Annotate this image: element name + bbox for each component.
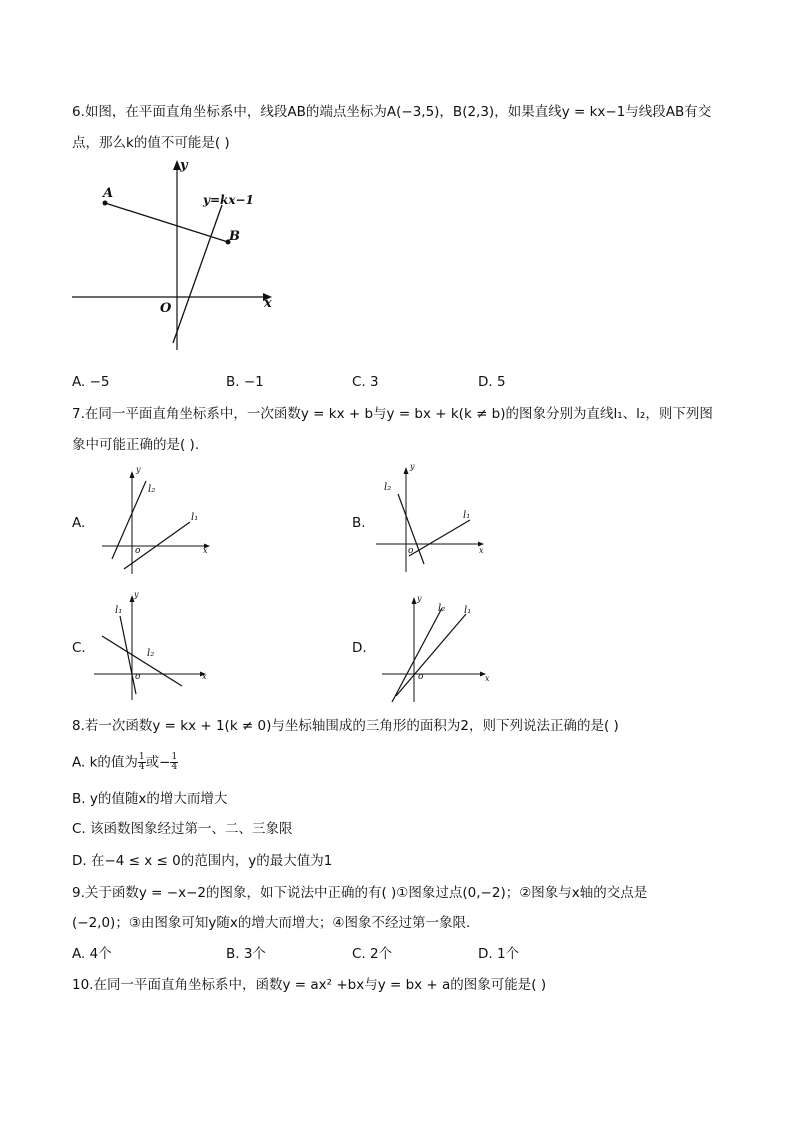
q6-text-line1: 6.如图，在平面直角坐标系中，线段AB的端点坐标为A(−3,5)，B(2,3)，如果直线y = kx−1与线段AB有交 — [72, 104, 712, 120]
q8-text-line1: 8.若一次函数y = kx + 1(k ≠ 0)与坐标轴围成的三角形的面积为2，则下列说法正确的是( ) — [72, 718, 619, 734]
q7b-x-label: x — [479, 546, 484, 555]
q7d-l1-label: l₁ — [464, 605, 472, 616]
q9-text-line1: 9.关于函数y = −x−2的图象，如下说法中正确的有( )①图象过点(0,−2)；②图象与x轴的交点是 — [72, 885, 648, 901]
q8-option-a — [72, 753, 178, 772]
q6-line-label: y=kx−1 — [203, 193, 254, 207]
q6-option-a: A. −5 — [72, 374, 110, 390]
q9-text-line2: (−2,0)；③由图象可知y随x的增大而增大；④图象不经过第一象限． — [72, 915, 480, 931]
q7-text-line1: 7.在同一平面直角坐标系中，一次函数y = kx + b与y = bx + k(k ≠ b)的图象分别为直线l₁、l₂，则下列图 — [72, 406, 713, 422]
q7d-line-l1 — [396, 614, 466, 696]
q8-fraction-1-num: 1 — [138, 752, 145, 762]
q7-text-line2: 象中可能正确的是( ). — [72, 437, 200, 453]
q8-fraction-2 — [170, 753, 178, 772]
q7-graph-a — [100, 466, 220, 576]
q7a-o-label: o — [135, 546, 141, 556]
q7d-x-label: x — [485, 674, 490, 683]
q7d-y-label: y — [417, 594, 422, 603]
q6-line-kx — [173, 205, 222, 343]
q7c-y-label: y — [134, 590, 139, 599]
q6-text-line2: 点，那么k的值不可能是( ) — [72, 135, 230, 151]
q7c-l1-label: l₁ — [115, 605, 123, 616]
q7a-x-label: x — [203, 546, 208, 555]
q8-fraction-1-den: 4 — [138, 762, 145, 772]
q8-option-b: B. y的值随x的增大而增大 — [72, 791, 228, 807]
q7d-l2-label: l₂ — [438, 603, 446, 614]
q7a-l1-label: l₁ — [191, 512, 199, 523]
q7b-o-label: o — [408, 546, 414, 556]
q7-option-d-letter: D. — [352, 640, 367, 656]
q6-segment-ab — [105, 203, 228, 242]
q9-option-c: C. 2个 — [352, 946, 393, 962]
q7c-l2-label: l₂ — [147, 648, 155, 659]
q7a-l2-label: l₂ — [148, 484, 156, 495]
q6-label-y: y — [180, 158, 188, 173]
q6-figure — [60, 150, 290, 365]
q7c-line-l1 — [120, 616, 136, 694]
q6-label-b: B — [229, 229, 240, 244]
q8-option-c: C. 该函数图象经过第一、二、三象限 — [72, 821, 293, 837]
q7-option-a-letter: A. — [72, 515, 86, 531]
q7-graph-b — [374, 462, 494, 574]
q7b-l1-label: l₁ — [463, 510, 471, 521]
q6-option-c: C. 3 — [352, 374, 379, 390]
q7d-line-l2 — [392, 608, 442, 702]
q7b-y-label: y — [410, 462, 415, 471]
q8-option-a-prefix: A. k的值为 — [72, 754, 138, 771]
q7b-l2-label: l₂ — [384, 482, 392, 493]
q6-label-x: x — [264, 296, 272, 311]
q6-label-a: A — [103, 186, 114, 201]
q8-fraction-2-num: 1 — [171, 752, 178, 762]
q6-label-o: O — [160, 301, 172, 316]
q7c-o-label: o — [135, 672, 141, 682]
q6-option-d: D. 5 — [478, 374, 506, 390]
q10-text-line1: 10.在同一平面直角坐标系中，函数y = ax² +bx与y = bx + a的图象可能是( ) — [72, 977, 547, 993]
q7d-o-label: o — [418, 672, 424, 682]
q7b-line-l1 — [409, 520, 470, 556]
q6-point-a — [103, 201, 108, 206]
q8-fraction-2-den: 4 — [171, 762, 178, 772]
q9-option-b: B. 3个 — [226, 946, 266, 962]
q9-option-d: D. 1个 — [478, 946, 520, 962]
q7c-x-label: x — [202, 672, 207, 681]
q7-option-c-letter: C. — [72, 640, 86, 656]
q8-option-a-mid: 或− — [145, 754, 171, 771]
q7a-line-l2 — [112, 481, 146, 559]
q7-option-b-letter: B. — [352, 515, 366, 531]
q7-graph-c — [92, 590, 216, 702]
q7a-y-label: y — [136, 465, 141, 474]
q8-fraction-1 — [138, 753, 146, 772]
q8-option-d: D. 在−4 ≤ x ≤ 0的范围内，y的最大值为1 — [72, 853, 333, 869]
q7c-line-l2 — [102, 636, 182, 686]
q9-option-a: A. 4个 — [72, 946, 112, 962]
q6-option-b: B. −1 — [226, 374, 264, 390]
